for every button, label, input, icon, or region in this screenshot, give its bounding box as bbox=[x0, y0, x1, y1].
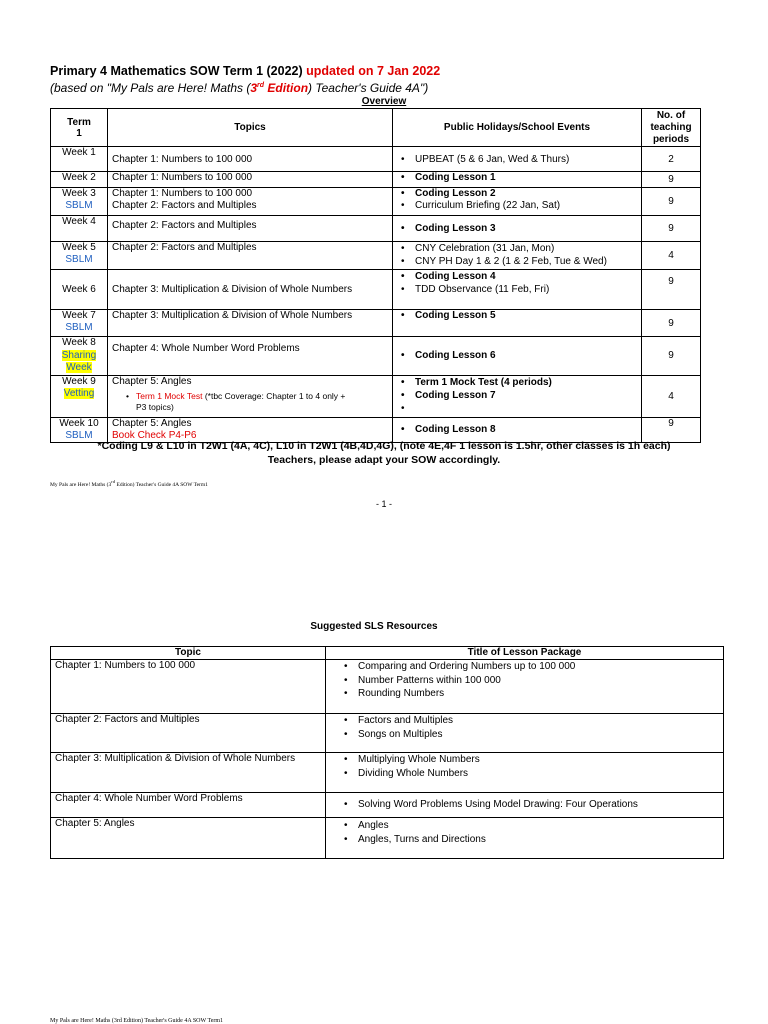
table-row bbox=[51, 242, 701, 270]
week-cell: Week 8 Sharing Week bbox=[51, 337, 108, 376]
topic-cell: Chapter 5: Angles Book Check P4-P6 bbox=[108, 417, 393, 442]
periods-cell: 9 bbox=[642, 337, 701, 376]
periods-cell: 9 bbox=[642, 417, 701, 442]
week-cell: Week 5 SBLM bbox=[51, 242, 108, 270]
events-cell: • Coding Lesson 4 • TDD Observance (11 Feb, Fri) bbox=[393, 270, 642, 310]
packages-cell: • Factors and Multiples • Songs on Multiples bbox=[326, 714, 724, 753]
table-row bbox=[51, 375, 701, 417]
events-cell: • UPBEAT (5 & 6 Jan, Wed & Thurs) bbox=[393, 147, 642, 172]
periods-cell: 4 bbox=[642, 375, 701, 417]
topic-cell: Chapter 4: Whole Number Word Problems bbox=[108, 337, 393, 376]
page-number: - 1 - bbox=[375, 499, 392, 509]
topic-cell: Chapter 4: Whole Number Word Problems bbox=[51, 793, 326, 818]
page-subtitle: (based on "My Pals are Here! Maths (3rd Edition) Teacher's Guide 4A") bbox=[50, 81, 429, 95]
header-package: Title of Lesson Package bbox=[326, 647, 724, 660]
topic-cell: Chapter 3: Multiplication & Division of Whole Numbers bbox=[51, 753, 326, 793]
events-cell: • Coding Lesson 3 bbox=[393, 216, 642, 242]
table-row bbox=[51, 147, 701, 172]
table-row bbox=[51, 337, 701, 376]
sblm-tag: SBLM bbox=[65, 200, 93, 211]
events-cell: • Coding Lesson 8 bbox=[393, 417, 642, 442]
periods-cell: 9 bbox=[642, 172, 701, 188]
packages-cell: • Angles • Angles, Turns and Directions bbox=[326, 818, 724, 859]
table-row bbox=[51, 310, 701, 337]
week-cell: Week 2 bbox=[51, 172, 108, 188]
packages-cell: • Comparing and Ordering Numbers up to 100 000 • Number Patterns within 100 000 • Rounding Numbers bbox=[326, 660, 724, 714]
overview-heading: Overview bbox=[361, 96, 407, 107]
topic-cell: Chapter 5: Angles bbox=[51, 818, 326, 859]
periods-cell: 4 bbox=[642, 242, 701, 270]
topic-cell: Chapter 3: Multiplication & Division of Whole Numbers bbox=[108, 270, 393, 310]
topic-cell: Chapter 1: Numbers to 100 000 Chapter 2: Factors and Multiples bbox=[108, 188, 393, 216]
book-check-note: Book Check P4-P6 bbox=[112, 429, 197, 441]
sls-heading: Suggested SLS Resources bbox=[310, 621, 438, 632]
events-cell: • Coding Lesson 1 bbox=[393, 172, 642, 188]
table-row bbox=[51, 753, 724, 793]
periods-cell: 2 bbox=[642, 147, 701, 172]
sblm-tag: SBLM bbox=[65, 254, 93, 265]
topic-cell: Chapter 2: Factors and Multiples bbox=[108, 242, 393, 270]
sls-table bbox=[50, 646, 724, 859]
header-topic: Topic bbox=[51, 647, 326, 660]
week-cell: Week 10 SBLM bbox=[51, 417, 108, 442]
sls-header-row bbox=[51, 647, 724, 660]
table-row bbox=[51, 188, 701, 216]
periods-cell: 9 bbox=[642, 310, 701, 337]
events-cell: • CNY Celebration (31 Jan, Mon) • CNY PH Day 1 & 2 (1 & 2 Feb, Tue & Wed) bbox=[393, 242, 642, 270]
events-cell: • Coding Lesson 5 bbox=[393, 310, 642, 337]
periods-cell: 9 bbox=[642, 188, 701, 216]
topic-cell: Chapter 2: Factors and Multiples bbox=[108, 216, 393, 242]
events-cell: • Coding Lesson 2 • Curriculum Briefing (22 Jan, Sat) bbox=[393, 188, 642, 216]
overview-header-row bbox=[51, 109, 701, 147]
topic-cell: Chapter 1: Numbers to 100 000 bbox=[108, 172, 393, 188]
sharing-week-tag: Sharing bbox=[61, 349, 97, 361]
topic-cell: Chapter 2: Factors and Multiples bbox=[51, 714, 326, 753]
sblm-tag: SBLM bbox=[65, 429, 93, 441]
mock-test-note: • Term 1 Mock Test (*tbc Coverage: Chapter 1 to 4 only + P3 topics) bbox=[112, 391, 388, 413]
topic-cell: Chapter 1: Numbers to 100 000 bbox=[51, 660, 326, 714]
table-row bbox=[51, 172, 701, 188]
week-cell: Week 7 SBLM bbox=[51, 310, 108, 337]
table-row bbox=[51, 714, 724, 753]
table-row bbox=[51, 793, 724, 818]
edition-label: 3rd Edition bbox=[250, 81, 309, 95]
packages-cell: • Solving Word Problems Using Model Drawing: Four Operations bbox=[326, 793, 724, 818]
topic-cell: Chapter 3: Multiplication & Division of Whole Numbers bbox=[108, 310, 393, 337]
periods-cell: 9 bbox=[642, 216, 701, 242]
events-cell: • Coding Lesson 6 bbox=[393, 337, 642, 376]
periods-cell: 9 bbox=[642, 270, 701, 310]
header-topics: Topics bbox=[108, 109, 393, 147]
topic-cell: Chapter 5: Angles • Term 1 Mock Test (*tbc Coverage: Chapter 1 to 4 only + P3 topics) bbox=[108, 375, 393, 417]
topic-cell: Chapter 1: Numbers to 100 000 bbox=[108, 147, 393, 172]
vetting-tag: Vetting bbox=[63, 388, 95, 399]
week-cell: Week 6 bbox=[51, 270, 108, 310]
table-row bbox=[51, 818, 724, 859]
coding-note: *Coding L9 & L10 in T2W1 (4A, 4C), L10 in T2W1 (4B,4D,4G), (note 4E,4F 1 lesson is 1.5hr, other classes is 1h each) Teachers, please adapt your SOW accordingly. bbox=[97, 440, 671, 466]
table-row bbox=[51, 216, 701, 242]
header-events: Public Holidays/School Events bbox=[393, 109, 642, 147]
week-cell: Week 4 bbox=[51, 216, 108, 242]
packages-cell: • Multiplying Whole Numbers • Dividing Whole Numbers bbox=[326, 753, 724, 793]
week-cell: Week 1 bbox=[51, 147, 108, 172]
overview-table bbox=[50, 108, 701, 443]
header-periods: No. of teaching periods bbox=[642, 109, 701, 147]
sblm-tag: SBLM bbox=[65, 322, 93, 333]
page-footer: My Pals are Here! Maths (3rd Edition) Teacher's Guide 4A SOW Term1 bbox=[50, 479, 208, 488]
week-cell: Week 9 Vetting bbox=[51, 375, 108, 417]
updated-note: updated on 7 Jan 2022 bbox=[306, 64, 441, 78]
week-cell: Week 3 SBLM bbox=[51, 188, 108, 216]
header-term: Term 1 bbox=[51, 109, 108, 147]
table-row bbox=[51, 660, 724, 714]
table-row bbox=[51, 270, 701, 310]
bottom-footer: My Pals are Here! Maths (3rd Edition) Teacher's Guide 4A SOW Term1 bbox=[50, 1018, 224, 1024]
events-cell: • Term 1 Mock Test (4 periods) • Coding Lesson 7 • bbox=[393, 375, 642, 417]
page-title: Primary 4 Mathematics SOW Term 1 (2022) updated on 7 Jan 2022 bbox=[50, 64, 441, 78]
